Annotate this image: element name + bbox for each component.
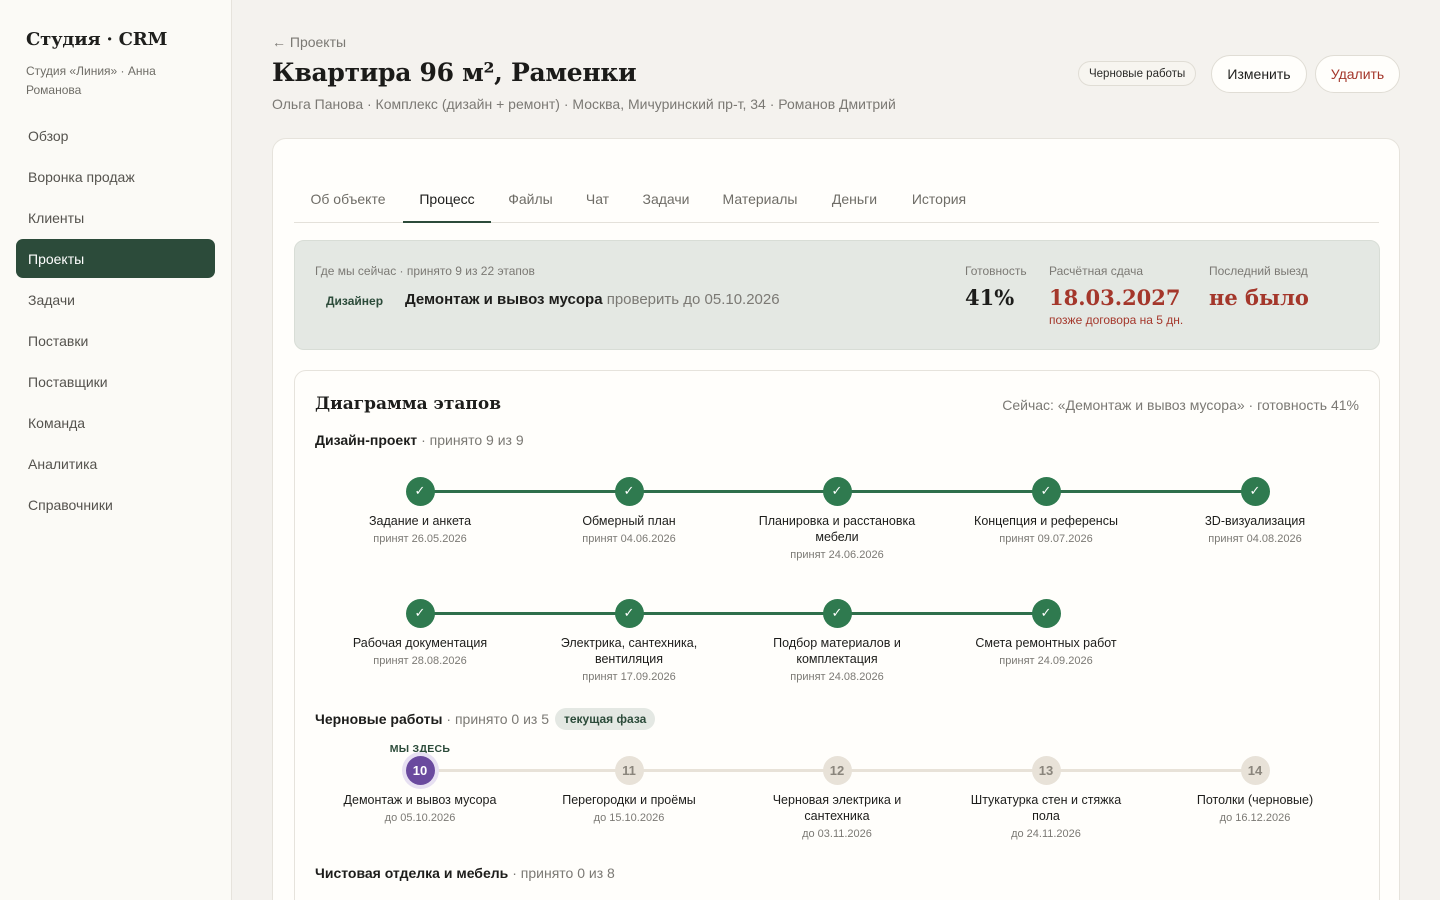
stage-date: до 03.11.2026 [802,828,872,840]
current-stage-deadline: проверить до 05.10.2026 [606,291,780,308]
stage-name: Штукатурка стен и стяжка пола [970,793,1122,823]
org-name: Студия «Линия» · Анна Романова [26,64,156,97]
due-date-value: 18.03.2027 [1049,285,1181,310]
group-meta: · принято 9 из 9 [421,432,524,448]
sidebar-nav [16,116,215,526]
tab-materials[interactable]: Материалы [722,191,798,207]
due-date-note: позже договора на 5 дн. [1049,313,1184,327]
stage-number-badge[interactable]: 11 [615,756,644,785]
stage-name: Перегородки и проёмы [562,793,696,807]
edit-button[interactable]: Изменить [1211,55,1307,93]
stage-connector [837,769,1046,772]
tab-history[interactable]: История [911,191,967,207]
stage-connector [629,490,837,493]
tab-chat[interactable]: Чат [585,191,610,207]
stage-number-badge[interactable]: 14 [1241,756,1270,785]
group-header-finishing [315,865,615,881]
stage-number-badge[interactable]: 10 [406,756,435,785]
stage-connector [629,769,837,772]
sidebar [0,0,232,900]
stage-number-badge[interactable]: 13 [1032,756,1061,785]
stage-done-check-icon[interactable]: ✓ [1032,477,1061,506]
group-meta: · принято 0 из 8 [512,865,615,881]
stage-name: Планировка и расстановка мебели [758,514,916,544]
stage-done-check-icon[interactable]: ✓ [615,599,644,628]
readiness-label: Готовность [965,264,1027,278]
stage-date: принят 24.09.2026 [999,655,1093,667]
stage-date: принят 09.07.2026 [999,533,1093,545]
stage-number-badge[interactable]: 12 [823,756,852,785]
progress-summary: Где мы сейчас · принято 9 из 22 этапов [315,264,535,278]
current-stage [405,291,780,308]
stage-date: до 16.12.2026 [1219,812,1291,824]
stage-connector [1046,769,1255,772]
stage-name: Обмерный план [582,514,676,528]
tab-money[interactable]: Деньги [831,191,878,207]
readiness-value: 41% [965,285,1015,310]
stage-name: Рабочая документация [352,636,488,650]
stage-date: принят 24.06.2026 [790,549,884,561]
sidebar-item-overview[interactable]: Обзор [28,127,69,144]
stage-connector [420,612,629,615]
stage-date: до 24.11.2026 [1011,828,1081,840]
tab-files[interactable]: Файлы [508,191,553,207]
stage-date: принят 04.08.2026 [1208,533,1302,545]
stage-name: Электрика, сантехника, вентиляция [560,636,698,666]
stage-connector [420,490,629,493]
phase-badge: Черновые работы [1078,61,1196,86]
stage-name: Демонтаж и вывоз мусора [343,793,497,807]
stage-name: Смета ремонтных работ [975,636,1117,650]
stage-diagram [294,370,1380,900]
stage-name: Концепция и референсы [974,514,1118,528]
group-header-rough-works [315,708,655,730]
current-phase-badge: текущая фаза [555,708,655,730]
tab-tasks[interactable]: Задачи [642,191,690,207]
stage-done-check-icon[interactable]: ✓ [615,477,644,506]
stage-date: до 15.10.2026 [593,812,665,824]
stage-date: принят 04.06.2026 [582,533,676,545]
stage-connector [837,490,1046,493]
stage-connector [629,612,837,615]
stage-date: принят 24.08.2026 [790,671,884,683]
last-visit-label: Последний выезд [1209,264,1308,278]
stage-done-check-icon[interactable]: ✓ [406,477,435,506]
stage-connector [1046,490,1255,493]
group-name: Черновые работы [315,711,443,727]
sidebar-item-tasks[interactable]: Задачи [28,291,76,308]
stage-name: Потолки (черновые) [1196,793,1314,807]
stage-date: до 05.10.2026 [384,812,456,824]
stage-name: Задание и анкета [368,514,472,528]
sidebar-item-references[interactable]: Справочники [28,496,113,513]
you-are-here-label: МЫ ЗДЕСЬ [389,743,451,755]
group-header-design [315,432,524,448]
stage-done-check-icon[interactable]: ✓ [823,599,852,628]
stage-done-check-icon[interactable]: ✓ [1241,477,1270,506]
status-banner [294,240,1380,350]
diagram-status: Сейчас: «Демонтаж и вывоз мусора» · готовность 41% [1002,397,1359,413]
sidebar-item-team[interactable]: Команда [28,414,86,431]
back-link[interactable]: ← Проекты [272,34,347,50]
tab-process[interactable]: Процесс [403,177,491,223]
stage-name: 3D-визуализация [1204,514,1306,528]
stage-done-check-icon[interactable]: ✓ [823,477,852,506]
tab-about[interactable]: Об объекте [310,191,386,207]
tab-bar [294,177,1379,223]
group-meta: · принято 0 из 5 [446,711,549,727]
group-name: Чистовая отделка и мебель [315,865,509,881]
stage-done-check-icon[interactable]: ✓ [1032,599,1061,628]
role-label: Дизайнер [326,294,384,308]
sidebar-item-suppliers[interactable]: Поставщики [28,373,108,390]
stage-date: принят 26.05.2026 [373,533,467,545]
project-card [272,138,1400,900]
stage-name: Черновая электрика и сантехника [772,793,902,823]
sidebar-item-projects[interactable]: Проекты [16,239,215,278]
stage-done-check-icon[interactable]: ✓ [406,599,435,628]
current-stage-name: Демонтаж и вывоз мусора [405,291,603,308]
group-name: Дизайн-проект [315,432,418,448]
delete-button[interactable]: Удалить [1315,55,1400,93]
sidebar-item-sales-funnel[interactable]: Воронка продаж [28,168,135,185]
stage-connector [420,769,629,772]
stage-date: принят 28.08.2026 [373,655,467,667]
stage-name: Подбор материалов и комплектация [773,636,901,666]
sidebar-item-deliveries[interactable]: Поставки [28,332,89,349]
diagram-title: Диаграмма этапов [315,394,502,414]
project-meta: Ольга Панова · Комплекс (дизайн + ремонт) · Москва, Мичуринский пр-т, 34 · Романов Дмитрий [272,96,896,112]
brand-logo[interactable]: Студия · CRM [26,29,168,50]
last-visit-value: не было [1209,285,1309,310]
due-date-label: Расчётная сдача [1049,264,1144,278]
stage-date: принят 17.09.2026 [582,671,676,683]
page-title: Квартира 96 м², Раменки [272,58,637,87]
stage-connector [837,612,1046,615]
sidebar-item-clients[interactable]: Клиенты [28,209,85,226]
sidebar-item-analytics[interactable]: Аналитика [28,455,98,472]
